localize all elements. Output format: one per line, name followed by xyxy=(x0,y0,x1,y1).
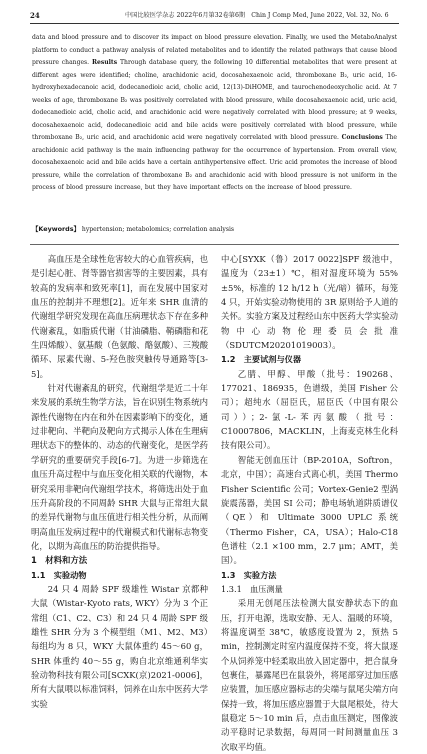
english-abstract xyxy=(32,32,397,195)
bp-measurement-paragraph: 采用无创尾压法检测大鼠安静状态下的血压，打开电源，选取安静、无人、温暖的环境，将温度调至 38℃，敏感度设置为 2，预热 5 min，控制测定时室内温度保持不变，将大鼠逐个从饲养笼中轻柔取出放入固定器中，把合鼠身包裹住，暴露尾巴在鼠袋外，将尾部穿过加压感应装置，加压感应器标志的尖端与鼠尾尖端方向保持一致，将加压感应器置于大鼠尾根处，待大鼠稳定 5～10 min 后，点击血压测定，图像波动平稳时记录数据，每周同一时间测量血压 3 次取平均值。 xyxy=(221,598,398,752)
page-number: 24 xyxy=(30,11,40,20)
abstract-methods-tail: data and blood pressure and to discover its impact on blood pressure elevation. Finally, we used the MetaboAnalyst platform to conduct a pathway analysis of related metabolites and to identify the related pathways that cause blood pressure changes. xyxy=(32,34,397,66)
keywords-label: 【Keywords】 xyxy=(32,225,80,233)
results-label: Results xyxy=(91,59,118,66)
intro-paragraph-2: 针对代谢紊乱的研究，代谢组学是近二十年来发展的系统生物学方法，旨在识别生物系统内源性代谢物在内在和外在因素影响下的变化，通过非靶向、半靶向及靶向方式揭示人体在生理病理状态下的整体的、动态的代谢变化，是医学药学研究的重要研究手段[6-7]。为进一步筛选在血压升高过程中与血压变化相关联的代谢物，本研究采用非靶向代谢组学技术，将筛选出处于血压升高阶段的不同周龄 SHR 大鼠与正常组大鼠的差异代谢物与血压值进行相关性分析，从而阐明高血压发病过程中的代谢模式和代谢标志物变化，以期为高血压的防治提供指导。 xyxy=(31,383,208,551)
conclusions-label: Conclusions xyxy=(341,134,383,141)
animals-paragraph: 24 只 4 周龄 SPF 级雄性 Wistar 京都种大鼠（Wistar-Kyoto rats, WKY）分为 3 个正常组（C1、C2、C3）和 24 只 4 周龄 SPF 级雄性 SHR 分为 3 个模型组（M1、M2、M3）每组均为 8 只，WKY 大鼠体重约 45～60 g，SHR 体重约 40～55 g，购自北京维通利华实验动物科技有限公司[SCXK(京)2021-0006]，所有大鼠喂以标准饲料，饲养在山东中医药大学实验 xyxy=(31,583,208,709)
animals-paragraph-continued: 中心[SYXK（鲁）2017 0022]SPF 级池中，温度为（23±1）℃，相对湿度环境为 55%±5%，标准的 12 h/12 h（光/暗）循环，每笼 4 只，开始实验动物使用的 3R 原则给予人道的关怀。实验方案及过程经山东中医药大学实验动物中心动物伦理委员会批准（SDUTCM20201019003）。 xyxy=(221,254,398,351)
keywords xyxy=(32,224,397,235)
running-header xyxy=(30,11,399,24)
right-column xyxy=(221,252,398,754)
subsection-heading-animals: 1.1 实验动物 xyxy=(31,569,87,580)
journal-info: 中国比较医学杂志 2022年6月第32卷第6期 Chin J Comp Med, June 2022, Vol. 32, No. 6 xyxy=(125,12,389,19)
section-divider xyxy=(30,244,399,245)
reagents-paragraph: 乙腈、甲醇、甲酸（批号：190268、177021、186935，色谱级，美国 Fisher 公司）；超纯水（屈臣氏，屈臣氏（中国有限公司））；2-氯-L-苯丙氨酸（批号：C10007806，MACKLIN，上海麦克林生化科技有限公司）。 xyxy=(221,368,398,451)
keywords-text: hypertension; metabolomics; correlation analysis xyxy=(81,226,235,233)
abstract-results: Through database query, the following 10 differential metabolites that were present at different ages were identified; choline, arachidonic acid, docosahexaenoic acid, thromboxane B₂, uric acid, 16-hydroxyhexadecanoic acid, dodecanedioic acid, cholic acid, 12(13)-DiHOME, and taurochenodeoxycholic acid. At 7 weeks of age, thromboxane B₂ was positively correlated with blood pressure, while docosahexaenoic acid, uric acid, dodecanedioic acid, cholic acid, and arachidonic acid were negatively correlated with blood pressure; at 9 weeks, docosahexaenoic acid, dodecanedioic acid and bile acids were positively correlated with blood pressure, while thromboxane B₂, uric acid, and arachidonic acid were negatively correlated with blood pressure. xyxy=(32,59,397,141)
left-column xyxy=(31,252,208,711)
section-heading-materials-methods: 1 材料和方法 xyxy=(31,555,88,566)
intro-paragraph-1: 高血压是全球性危害较大的心血管疾病，也是引起心脏、肾等器官损害等的主要因素，具有较高的发病率和致死率[1]，而在发展中国家对血压的控制并不理想[2]。近年来 SHR 血清的代谢组学研究发现在高血压病理状态下存在多种代谢紊乱，如脂质代谢（甘油磷脂、鞘磷脂和花生四烯酸）、氨基酸（色氨酸、酪氨酸）、三羧酸循环、尿素代谢、5-羟色胺突触传导通路等[3-5]。 xyxy=(31,254,208,379)
subsubsection-heading-bp: 1.3.1 血压测量 xyxy=(221,583,283,594)
subsection-heading-reagents: 1.2 主要试剂与仪器 xyxy=(221,354,302,365)
subsection-heading-methods: 1.3 实验方法 xyxy=(221,569,277,580)
instruments-paragraph: 智能无创血压计（BP-2010A，Softron，北京，中国）；高速台式离心机，美国 Thermo Fisher Scientific 公司；Vortex-Genie2 型涡旋震荡器，美国 SI 公司；静电场轨道阱质谱仪（QE）和 Ultimate 3000 UPLC 系统（Thermo Fisher，CA，USA）；Halo-C18 色谱柱（2.1 ×100 mm，2.7 μm；AMT，美国）。 xyxy=(221,454,398,566)
abstract-conclusions: The arachidonic acid pathway is the main influencing pathway for the occurrence of hypertension. From overall view, docosahexaenoic acid and bile acids have a certain antihypertensive effect. Uric acid promotes the increase of blood pressure, while the correlation of thromboxane B₂ and arachidonic acid with blood pressure is not uniform in the process of blood pressure increase, but they have important effects on the increase of blood pressure. xyxy=(32,134,397,191)
